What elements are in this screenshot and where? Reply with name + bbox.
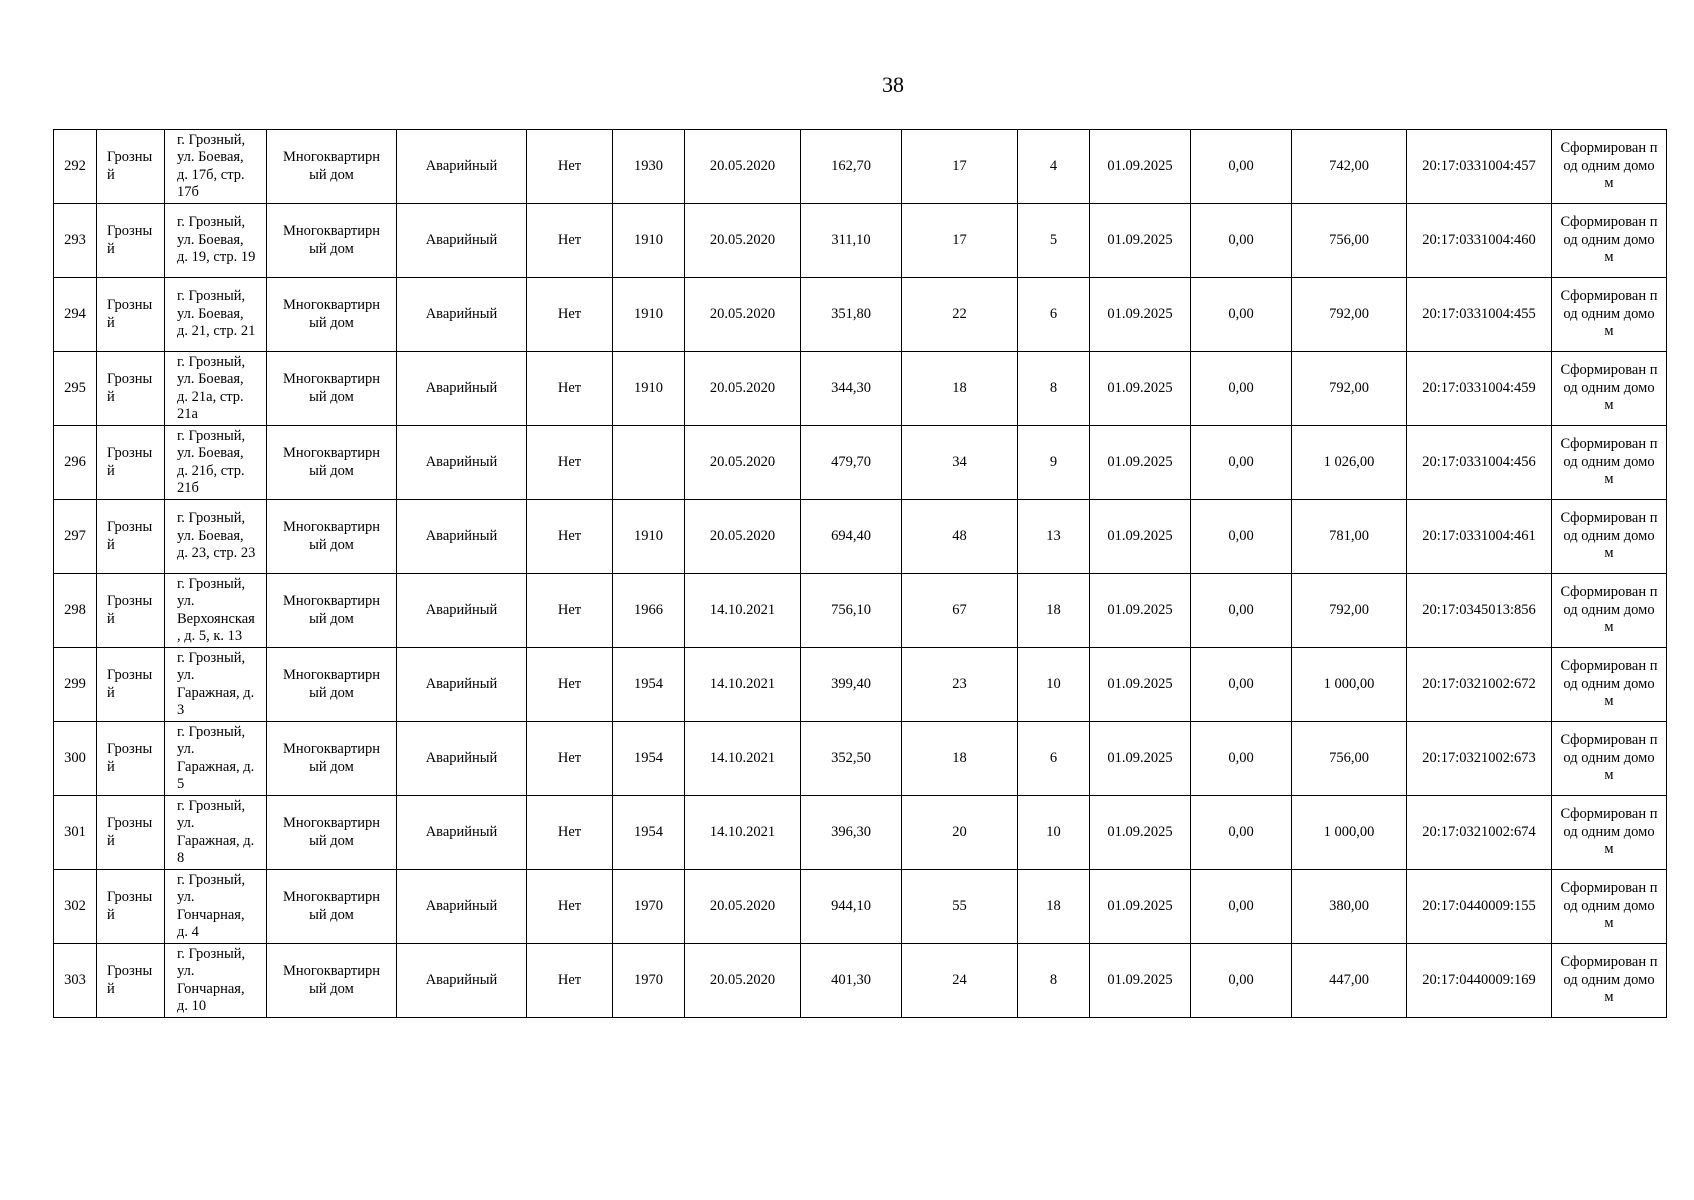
- row-number-cell: 296: [54, 426, 97, 500]
- flag-cell: Нет: [527, 204, 613, 278]
- flag-cell: Нет: [527, 722, 613, 796]
- value2-cell: 1 000,00: [1292, 796, 1407, 870]
- premises-cell: 9: [1018, 426, 1090, 500]
- note-cell: Сформирован под одним домом: [1552, 500, 1667, 574]
- flag-cell: Нет: [527, 352, 613, 426]
- residents-cell: 67: [902, 574, 1018, 648]
- recognition-date-cell: 20.05.2020: [685, 352, 801, 426]
- flag-cell: Нет: [527, 648, 613, 722]
- area-cell: 479,70: [801, 426, 902, 500]
- address-cell: г. Грозный, ул. Боевая, д. 19, стр. 19: [165, 204, 267, 278]
- city-cell: Грозный: [97, 574, 165, 648]
- premises-cell: 5: [1018, 204, 1090, 278]
- building-type-cell: Многоквартирный дом: [267, 944, 397, 1018]
- recognition-date-cell: 20.05.2020: [685, 870, 801, 944]
- value2-cell: 380,00: [1292, 870, 1407, 944]
- note-cell: Сформирован под одним домом: [1552, 944, 1667, 1018]
- condition-cell: Аварийный: [397, 648, 527, 722]
- value1-cell: 0,00: [1191, 796, 1292, 870]
- residents-cell: 17: [902, 130, 1018, 204]
- area-cell: 401,30: [801, 944, 902, 1018]
- table-row: [54, 722, 1667, 796]
- note-cell: Сформирован под одним домом: [1552, 574, 1667, 648]
- building-type-cell: Многоквартирный дом: [267, 722, 397, 796]
- area-cell: 944,10: [801, 870, 902, 944]
- building-type-cell: Многоквартирный дом: [267, 574, 397, 648]
- value2-cell: 756,00: [1292, 204, 1407, 278]
- recognition-date-cell: 14.10.2021: [685, 722, 801, 796]
- year-built-cell: 1910: [613, 204, 685, 278]
- value2-cell: 792,00: [1292, 574, 1407, 648]
- building-type-cell: Многоквартирный дом: [267, 426, 397, 500]
- cadastral-number-cell: 20:17:0331004:461: [1407, 500, 1552, 574]
- deadline-cell: 01.09.2025: [1090, 796, 1191, 870]
- area-cell: 694,40: [801, 500, 902, 574]
- address-cell: г. Грозный, ул. Боевая, д. 17б, стр. 17б: [165, 130, 267, 204]
- table-row: [54, 796, 1667, 870]
- deadline-cell: 01.09.2025: [1090, 944, 1191, 1018]
- condition-cell: Аварийный: [397, 500, 527, 574]
- deadline-cell: 01.09.2025: [1090, 278, 1191, 352]
- flag-cell: Нет: [527, 130, 613, 204]
- value1-cell: 0,00: [1191, 574, 1292, 648]
- value1-cell: 0,00: [1191, 722, 1292, 796]
- table-row: [54, 278, 1667, 352]
- year-built-cell: 1970: [613, 870, 685, 944]
- residents-cell: 22: [902, 278, 1018, 352]
- residents-cell: 55: [902, 870, 1018, 944]
- area-cell: 352,50: [801, 722, 902, 796]
- premises-cell: 6: [1018, 278, 1090, 352]
- table-row: [54, 500, 1667, 574]
- value2-cell: 781,00: [1292, 500, 1407, 574]
- address-cell: г. Грозный, ул. Гаражная, д. 8: [165, 796, 267, 870]
- page-number: 38: [882, 72, 904, 97]
- recognition-date-cell: 14.10.2021: [685, 796, 801, 870]
- city-cell: Грозный: [97, 722, 165, 796]
- deadline-cell: 01.09.2025: [1090, 500, 1191, 574]
- table-row: [54, 130, 1667, 204]
- note-cell: Сформирован под одним домом: [1552, 204, 1667, 278]
- condition-cell: Аварийный: [397, 204, 527, 278]
- cadastral-number-cell: 20:17:0321002:673: [1407, 722, 1552, 796]
- building-type-cell: Многоквартирный дом: [267, 796, 397, 870]
- cadastral-number-cell: 20:17:0331004:456: [1407, 426, 1552, 500]
- deadline-cell: 01.09.2025: [1090, 352, 1191, 426]
- premises-cell: 18: [1018, 870, 1090, 944]
- premises-cell: 13: [1018, 500, 1090, 574]
- address-cell: г. Грозный, ул. Боевая, д. 21а, стр. 21а: [165, 352, 267, 426]
- row-number-cell: 297: [54, 500, 97, 574]
- row-number-cell: 303: [54, 944, 97, 1018]
- note-cell: Сформирован под одним домом: [1552, 870, 1667, 944]
- premises-cell: 18: [1018, 574, 1090, 648]
- value1-cell: 0,00: [1191, 426, 1292, 500]
- value2-cell: 1 000,00: [1292, 648, 1407, 722]
- row-number-cell: 292: [54, 130, 97, 204]
- area-cell: 162,70: [801, 130, 902, 204]
- city-cell: Грозный: [97, 944, 165, 1018]
- city-cell: Грозный: [97, 648, 165, 722]
- address-cell: г. Грозный, ул. Гончарная, д. 10: [165, 944, 267, 1018]
- residents-cell: 20: [902, 796, 1018, 870]
- value1-cell: 0,00: [1191, 648, 1292, 722]
- year-built-cell: 1954: [613, 722, 685, 796]
- recognition-date-cell: 14.10.2021: [685, 648, 801, 722]
- city-cell: Грозный: [97, 352, 165, 426]
- value2-cell: 1 026,00: [1292, 426, 1407, 500]
- note-cell: Сформирован под одним домом: [1552, 796, 1667, 870]
- address-cell: г. Грозный, ул. Гончарная, д. 4: [165, 870, 267, 944]
- recognition-date-cell: 14.10.2021: [685, 574, 801, 648]
- area-cell: 399,40: [801, 648, 902, 722]
- condition-cell: Аварийный: [397, 944, 527, 1018]
- flag-cell: Нет: [527, 870, 613, 944]
- city-cell: Грозный: [97, 204, 165, 278]
- building-type-cell: Многоквартирный дом: [267, 352, 397, 426]
- table-row: [54, 648, 1667, 722]
- condition-cell: Аварийный: [397, 574, 527, 648]
- table-body: [54, 130, 1667, 1018]
- building-type-cell: Многоквартирный дом: [267, 130, 397, 204]
- value2-cell: 792,00: [1292, 278, 1407, 352]
- table-row: [54, 574, 1667, 648]
- cadastral-number-cell: 20:17:0440009:169: [1407, 944, 1552, 1018]
- row-number-cell: 298: [54, 574, 97, 648]
- row-number-cell: 299: [54, 648, 97, 722]
- table-row: [54, 944, 1667, 1018]
- year-built-cell: 1930: [613, 130, 685, 204]
- value1-cell: 0,00: [1191, 500, 1292, 574]
- recognition-date-cell: 20.05.2020: [685, 278, 801, 352]
- cadastral-number-cell: 20:17:0331004:460: [1407, 204, 1552, 278]
- row-number-cell: 302: [54, 870, 97, 944]
- building-type-cell: Многоквартирный дом: [267, 278, 397, 352]
- cadastral-number-cell: 20:17:0331004:459: [1407, 352, 1552, 426]
- city-cell: Грозный: [97, 796, 165, 870]
- deadline-cell: 01.09.2025: [1090, 870, 1191, 944]
- note-cell: Сформирован под одним домом: [1552, 722, 1667, 796]
- address-cell: г. Грозный, ул. Верхоянская, д. 5, к. 13: [165, 574, 267, 648]
- year-built-cell: 1970: [613, 944, 685, 1018]
- recognition-date-cell: 20.05.2020: [685, 500, 801, 574]
- note-cell: Сформирован под одним домом: [1552, 648, 1667, 722]
- value2-cell: 447,00: [1292, 944, 1407, 1018]
- residents-cell: 24: [902, 944, 1018, 1018]
- building-type-cell: Многоквартирный дом: [267, 500, 397, 574]
- value1-cell: 0,00: [1191, 278, 1292, 352]
- residents-cell: 17: [902, 204, 1018, 278]
- cadastral-number-cell: 20:17:0331004:455: [1407, 278, 1552, 352]
- condition-cell: Аварийный: [397, 796, 527, 870]
- building-type-cell: Многоквартирный дом: [267, 204, 397, 278]
- city-cell: Грозный: [97, 130, 165, 204]
- note-cell: Сформирован под одним домом: [1552, 426, 1667, 500]
- note-cell: Сформирован под одним домом: [1552, 278, 1667, 352]
- row-number-cell: 294: [54, 278, 97, 352]
- city-cell: Грозный: [97, 426, 165, 500]
- premises-cell: 10: [1018, 648, 1090, 722]
- row-number-cell: 301: [54, 796, 97, 870]
- building-type-cell: Многоквартирный дом: [267, 648, 397, 722]
- premises-cell: 8: [1018, 352, 1090, 426]
- note-cell: Сформирован под одним домом: [1552, 352, 1667, 426]
- city-cell: Грозный: [97, 500, 165, 574]
- area-cell: 756,10: [801, 574, 902, 648]
- address-cell: г. Грозный, ул. Боевая, д. 21, стр. 21: [165, 278, 267, 352]
- housing-registry-table: [53, 129, 1667, 1018]
- value2-cell: 792,00: [1292, 352, 1407, 426]
- residents-cell: 18: [902, 352, 1018, 426]
- value1-cell: 0,00: [1191, 870, 1292, 944]
- table-row: [54, 870, 1667, 944]
- flag-cell: Нет: [527, 574, 613, 648]
- address-cell: г. Грозный, ул. Гаражная, д. 3: [165, 648, 267, 722]
- table-row: [54, 204, 1667, 278]
- cadastral-number-cell: 20:17:0321002:674: [1407, 796, 1552, 870]
- value1-cell: 0,00: [1191, 204, 1292, 278]
- city-cell: Грозный: [97, 870, 165, 944]
- value2-cell: 742,00: [1292, 130, 1407, 204]
- recognition-date-cell: 20.05.2020: [685, 426, 801, 500]
- residents-cell: 34: [902, 426, 1018, 500]
- flag-cell: Нет: [527, 796, 613, 870]
- condition-cell: Аварийный: [397, 130, 527, 204]
- condition-cell: Аварийный: [397, 278, 527, 352]
- address-cell: г. Грозный, ул. Гаражная, д. 5: [165, 722, 267, 796]
- value1-cell: 0,00: [1191, 352, 1292, 426]
- cadastral-number-cell: 20:17:0321002:672: [1407, 648, 1552, 722]
- condition-cell: Аварийный: [397, 722, 527, 796]
- building-type-cell: Многоквартирный дом: [267, 870, 397, 944]
- note-cell: Сформирован под одним домом: [1552, 130, 1667, 204]
- deadline-cell: 01.09.2025: [1090, 574, 1191, 648]
- recognition-date-cell: 20.05.2020: [685, 944, 801, 1018]
- value1-cell: 0,00: [1191, 130, 1292, 204]
- area-cell: 311,10: [801, 204, 902, 278]
- value1-cell: 0,00: [1191, 944, 1292, 1018]
- premises-cell: 8: [1018, 944, 1090, 1018]
- deadline-cell: 01.09.2025: [1090, 648, 1191, 722]
- condition-cell: Аварийный: [397, 352, 527, 426]
- cadastral-number-cell: 20:17:0440009:155: [1407, 870, 1552, 944]
- row-number-cell: 300: [54, 722, 97, 796]
- cadastral-number-cell: 20:17:0331004:457: [1407, 130, 1552, 204]
- year-built-cell: 1966: [613, 574, 685, 648]
- recognition-date-cell: 20.05.2020: [685, 204, 801, 278]
- condition-cell: Аварийный: [397, 870, 527, 944]
- area-cell: 396,30: [801, 796, 902, 870]
- deadline-cell: 01.09.2025: [1090, 130, 1191, 204]
- city-cell: Грозный: [97, 278, 165, 352]
- value2-cell: 756,00: [1292, 722, 1407, 796]
- year-built-cell: 1954: [613, 796, 685, 870]
- deadline-cell: 01.09.2025: [1090, 204, 1191, 278]
- year-built-cell: 1954: [613, 648, 685, 722]
- premises-cell: 10: [1018, 796, 1090, 870]
- residents-cell: 23: [902, 648, 1018, 722]
- address-cell: г. Грозный, ул. Боевая, д. 21б, стр. 21б: [165, 426, 267, 500]
- year-built-cell: 1910: [613, 352, 685, 426]
- residents-cell: 48: [902, 500, 1018, 574]
- row-number-cell: 295: [54, 352, 97, 426]
- residents-cell: 18: [902, 722, 1018, 796]
- row-number-cell: 293: [54, 204, 97, 278]
- area-cell: 344,30: [801, 352, 902, 426]
- premises-cell: 6: [1018, 722, 1090, 796]
- flag-cell: Нет: [527, 426, 613, 500]
- table-row: [54, 352, 1667, 426]
- deadline-cell: 01.09.2025: [1090, 722, 1191, 796]
- flag-cell: Нет: [527, 278, 613, 352]
- recognition-date-cell: 20.05.2020: [685, 130, 801, 204]
- year-built-cell: [613, 426, 685, 500]
- flag-cell: Нет: [527, 500, 613, 574]
- address-cell: г. Грозный, ул. Боевая, д. 23, стр. 23: [165, 500, 267, 574]
- deadline-cell: 01.09.2025: [1090, 426, 1191, 500]
- year-built-cell: 1910: [613, 500, 685, 574]
- table-row: [54, 426, 1667, 500]
- premises-cell: 4: [1018, 130, 1090, 204]
- cadastral-number-cell: 20:17:0345013:856: [1407, 574, 1552, 648]
- flag-cell: Нет: [527, 944, 613, 1018]
- condition-cell: Аварийный: [397, 426, 527, 500]
- area-cell: 351,80: [801, 278, 902, 352]
- year-built-cell: 1910: [613, 278, 685, 352]
